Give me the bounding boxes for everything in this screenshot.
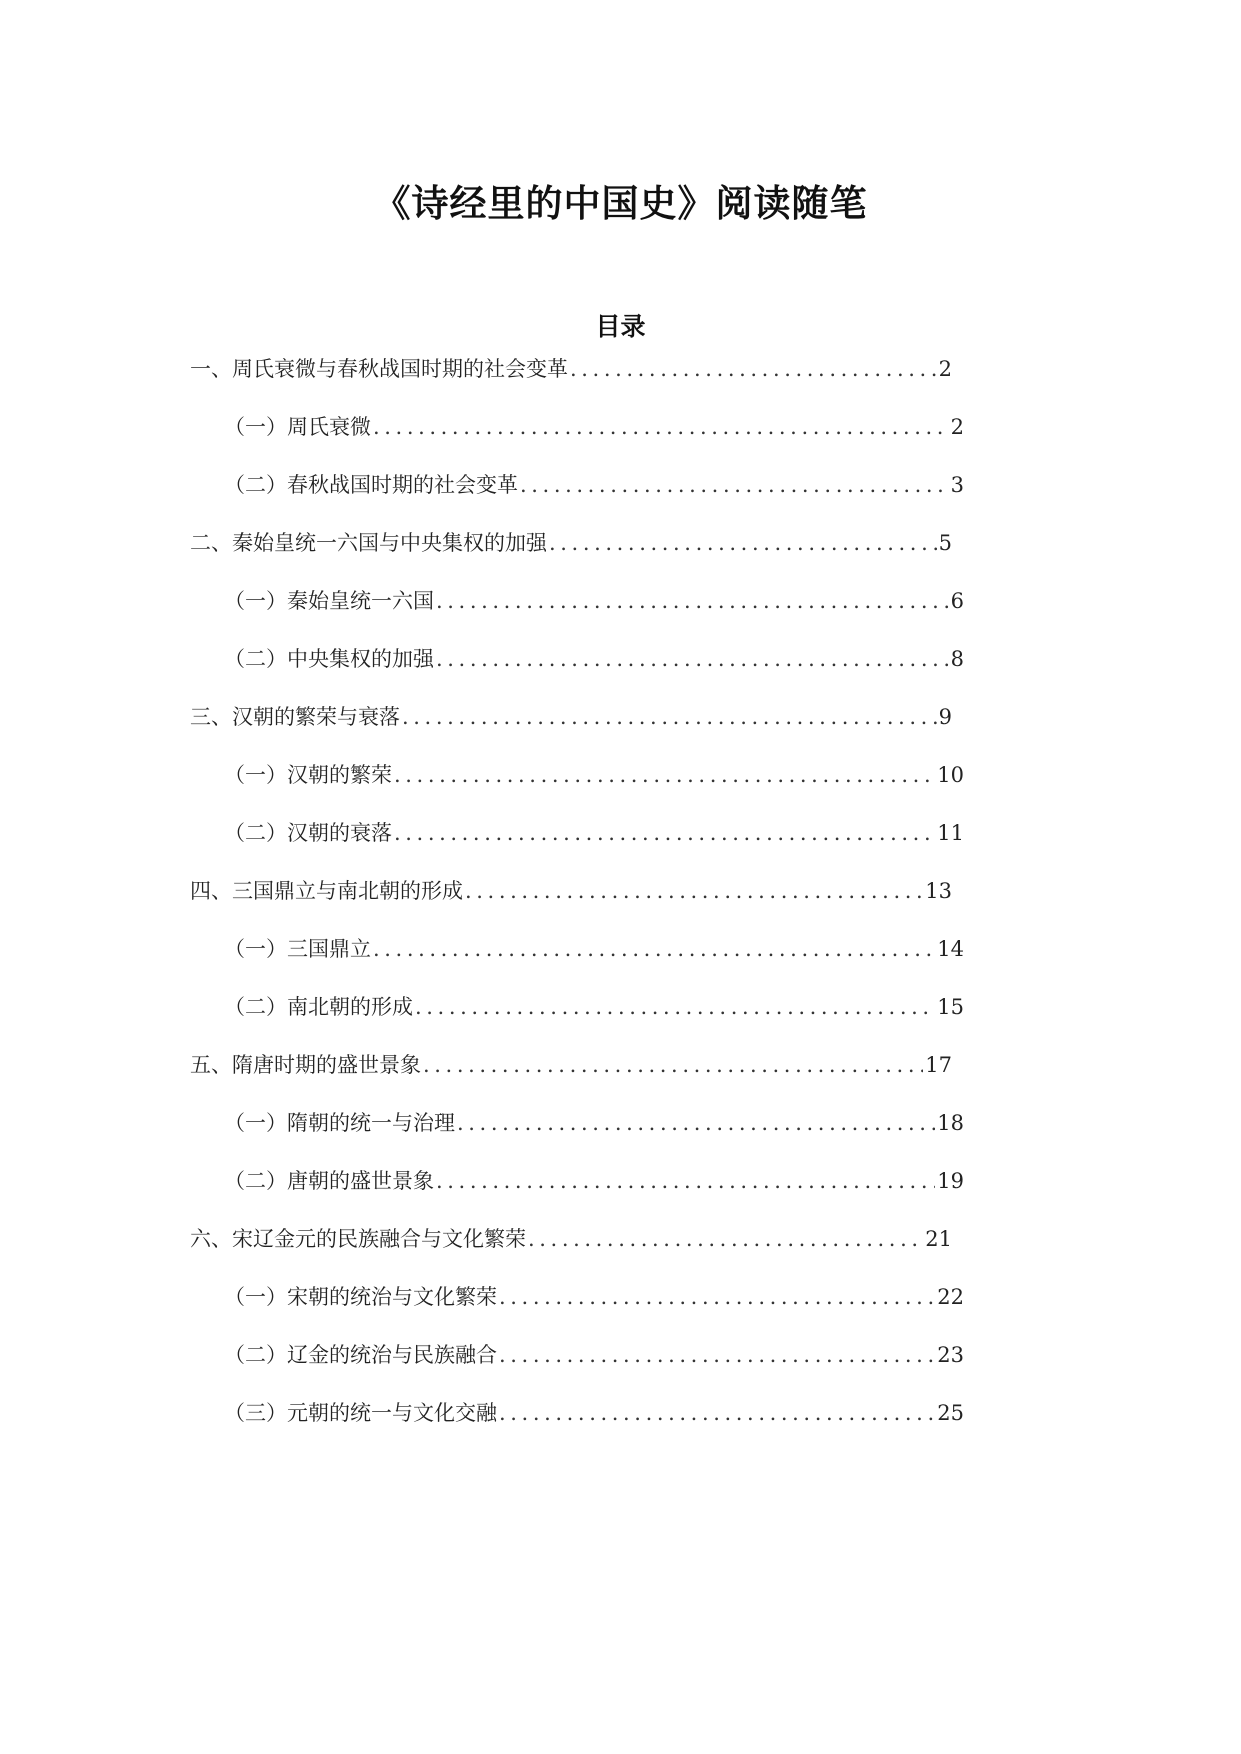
dot-leader <box>400 701 937 733</box>
toc-entry-label: 四、三国鼎立与南北朝的形成 <box>190 879 463 903</box>
dot-leader <box>392 817 935 849</box>
toc-entry[interactable] <box>190 875 952 907</box>
toc-entry-page: 23 <box>937 1343 964 1367</box>
dot-leader <box>463 875 923 907</box>
toc-entry[interactable] <box>224 469 964 501</box>
toc-entry[interactable] <box>224 1281 964 1313</box>
toc-entry-page: 15 <box>937 995 964 1019</box>
toc-entry-label: （一）宋朝的统治与文化繁荣 <box>224 1285 497 1309</box>
toc-entry-label: （一）隋朝的统一与治理 <box>224 1111 455 1135</box>
toc-entry[interactable] <box>190 1049 952 1081</box>
dot-leader <box>434 1165 935 1197</box>
toc-entry[interactable] <box>224 1165 964 1197</box>
toc-entry-label: （二）汉朝的衰落 <box>224 821 392 845</box>
toc-entry-label: 三、汉朝的繁荣与衰落 <box>190 705 400 729</box>
dot-leader <box>526 1223 923 1255</box>
toc-entry-label: 二、秦始皇统一六国与中央集权的加强 <box>190 531 547 555</box>
toc-heading: 目录 <box>595 311 646 341</box>
dot-leader <box>547 527 937 559</box>
toc-entry-page: 5 <box>938 531 952 555</box>
toc-entry-page: 19 <box>937 1169 964 1193</box>
toc-entry-page: 11 <box>937 821 964 845</box>
toc-entry-label: （二）唐朝的盛世景象 <box>224 1169 434 1193</box>
toc-entry-label: 一、周氏衰微与春秋战国时期的社会变革 <box>190 357 568 381</box>
toc-entry-page: 25 <box>937 1401 964 1425</box>
toc-entry-page: 6 <box>950 589 964 613</box>
toc-entry[interactable] <box>224 411 964 443</box>
dot-leader <box>421 1049 923 1081</box>
toc-entry-page: 9 <box>938 705 952 729</box>
dot-leader <box>497 1281 935 1313</box>
toc-entry[interactable] <box>190 527 952 559</box>
toc-entry[interactable] <box>224 817 964 849</box>
toc-entry[interactable] <box>224 759 964 791</box>
toc-entry-label: （一）三国鼎立 <box>224 937 371 961</box>
toc-entry[interactable] <box>224 585 964 617</box>
toc-entry-label: （一）秦始皇统一六国 <box>224 589 434 613</box>
toc-entry-page: 2 <box>950 415 964 439</box>
toc-entry-label: （二）春秋战国时期的社会变革 <box>224 473 518 497</box>
toc-entry-label: （二）辽金的统治与民族融合 <box>224 1343 497 1367</box>
toc-entry[interactable] <box>190 353 952 385</box>
toc-entry[interactable] <box>224 1397 964 1429</box>
toc-entry-label: （二）南北朝的形成 <box>224 995 413 1019</box>
toc-entry[interactable] <box>224 991 964 1023</box>
toc-entry[interactable] <box>224 933 964 965</box>
toc-entry-page: 18 <box>937 1111 964 1135</box>
dot-leader <box>434 585 949 617</box>
toc-entry[interactable] <box>224 1339 964 1371</box>
document-title: 《诗经里的中国史》阅读随笔 <box>373 181 868 225</box>
toc-entry-page: 14 <box>937 937 964 961</box>
toc-entry-page: 8 <box>950 647 964 671</box>
dot-leader <box>518 469 949 501</box>
toc-entry-page: 22 <box>937 1285 964 1309</box>
toc-entry-label: （一）周氏衰微 <box>224 415 371 439</box>
dot-leader <box>371 933 935 965</box>
toc-entry-page: 21 <box>925 1227 952 1251</box>
toc-entry-label: 六、宋辽金元的民族融合与文化繁荣 <box>190 1227 526 1251</box>
toc-entry-label: 五、隋唐时期的盛世景象 <box>190 1053 421 1077</box>
toc-entry[interactable] <box>224 643 964 675</box>
dot-leader <box>413 991 935 1023</box>
toc-entry[interactable] <box>224 1107 964 1139</box>
toc-entry-page: 3 <box>950 473 964 497</box>
dot-leader <box>455 1107 935 1139</box>
toc-entry-page: 13 <box>925 879 952 903</box>
dot-leader <box>568 353 937 385</box>
toc-entry[interactable] <box>190 701 952 733</box>
dot-leader <box>434 643 949 675</box>
toc-entry-label: （一）汉朝的繁荣 <box>224 763 392 787</box>
toc-entry-page: 10 <box>937 763 964 787</box>
dot-leader <box>392 759 935 791</box>
dot-leader <box>497 1397 935 1429</box>
dot-leader <box>371 411 949 443</box>
toc-entry[interactable] <box>190 1223 952 1255</box>
toc-entry-page: 2 <box>938 357 952 381</box>
toc-entry-page: 17 <box>925 1053 952 1077</box>
toc-entry-label: （三）元朝的统一与文化交融 <box>224 1401 497 1425</box>
dot-leader <box>497 1339 935 1371</box>
toc-entry-label: （二）中央集权的加强 <box>224 647 434 671</box>
